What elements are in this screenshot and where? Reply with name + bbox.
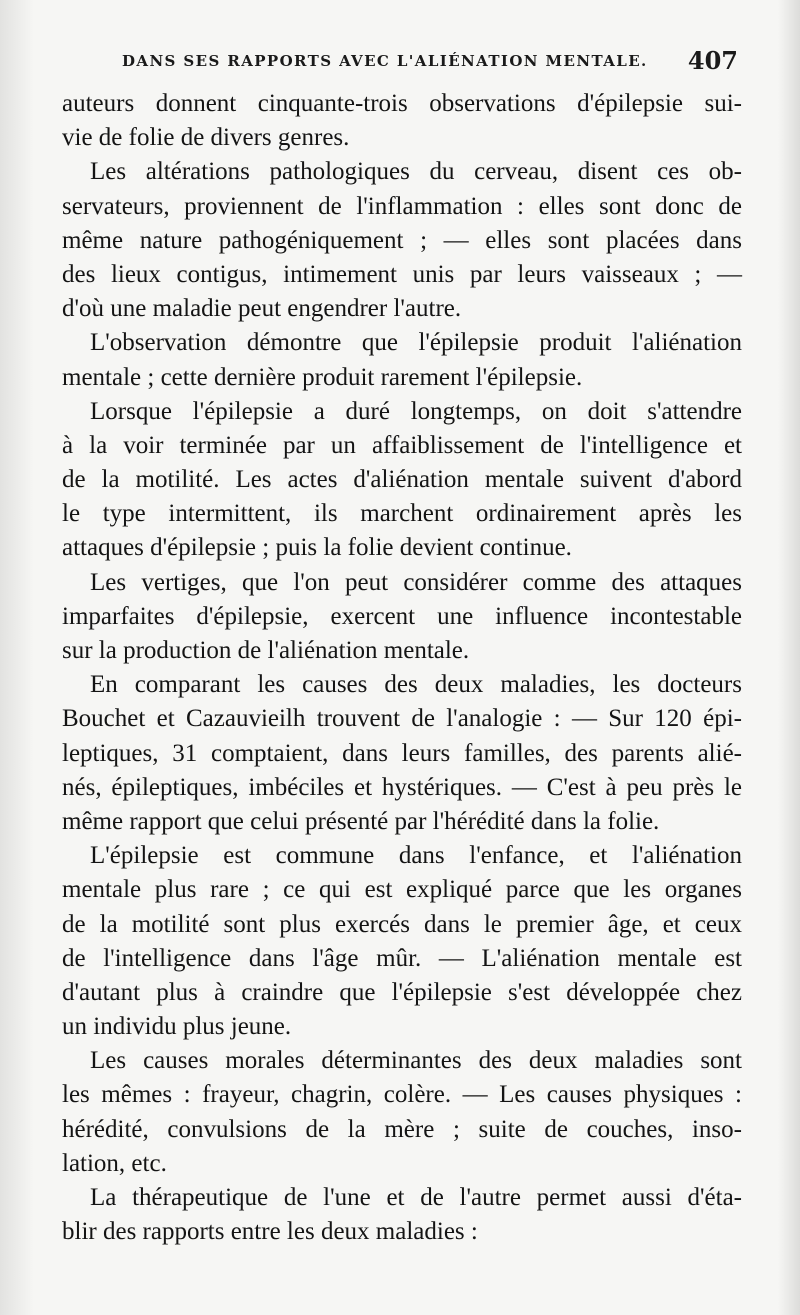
text-line: En comparant les causes des deux maladies, les docteurs (90, 671, 742, 699)
text-line: mentale ; cette dernière produit rarement l'épilepsie. (62, 363, 583, 391)
text-line: le type intermittent, ils marchent ordinairement après les (62, 500, 742, 528)
text-line: hérédité, convulsions de la mère ; suite de couches, inso- (62, 1115, 742, 1143)
text-line: auteurs donnent cinquante-trois observations d'épilepsie sui- (62, 90, 742, 117)
text-line: Les vertiges, que l'on peut considérer comme des attaques (90, 568, 742, 596)
text-line: de la motilité sont plus exercés dans le premier âge, et ceux (62, 910, 742, 938)
text-line: d'où une maladie peut engendrer l'autre. (62, 295, 462, 323)
text-line: à la voir terminée par un affaiblissement de l'intelligence et (62, 431, 742, 459)
text-line: nés, épileptiques, imbéciles et hystériques. — C'est à peu près le (62, 773, 742, 801)
text-line: mentale plus rare ; ce qui est expliqué parce que les organes (62, 876, 742, 904)
text-line: lation, etc. (62, 1149, 167, 1177)
text-line: Lorsque l'épilepsie a duré longtemps, on doit s'attendre (90, 397, 742, 425)
text-line: de la motilité. Les actes d'aliénation mentale suivent d'abord (62, 466, 742, 494)
text-line: même nature pathogéniquement ; — elles sont placées dans (62, 226, 742, 254)
text-line: L'épilepsie est commune dans l'enfance, et l'aliénation (90, 842, 742, 870)
page-number: 407 (687, 46, 738, 75)
text-line: imparfaites d'épilepsie, exercent une influence incontestable (62, 602, 742, 630)
text-line: servateurs, proviennent de l'inflammation : elles sont donc de (62, 192, 742, 220)
text-line: de l'intelligence dans l'âge mûr. — L'aliénation mentale est (62, 944, 742, 972)
text-line: les mêmes : frayeur, chagrin, colère. — Les causes physiques : (62, 1081, 742, 1109)
text-line: vie de folie de divers genres. (62, 124, 350, 152)
text-line: La thérapeutique de l'une et de l'autre permet aussi d'éta- (90, 1184, 742, 1211)
body-text (62, 87, 742, 1249)
text-line: d'autant plus à craindre que l'épilepsie s'est développée chez (62, 978, 742, 1006)
text-line: un individu plus jeune. (62, 1013, 292, 1041)
text-line: Les altérations pathologiques du cerveau, disent ces ob- (90, 158, 742, 186)
text-line: Bouchet et Cazauvieilh trouvent de l'analogie : — Sur 120 épi- (62, 705, 742, 733)
text-line: L'observation démontre que l'épilepsie produit l'aliénation (90, 329, 742, 357)
text-line: des lieux contigus, intimement unis par leurs vaisseaux ; — (62, 260, 742, 288)
text-line: blir des rapports entre les deux maladies : (62, 1218, 478, 1246)
running-head (62, 46, 740, 78)
text-line: sur la production de l'aliénation mentale. (62, 637, 470, 664)
text-line: Les causes morales déterminantes des deux maladies sont (90, 1047, 742, 1075)
running-title: DANS SES RAPPORTS AVEC L'ALIÉNATION MENTALE. (122, 52, 648, 70)
text-line: leptiques, 31 comptaient, dans leurs familles, des parents alié- (62, 739, 742, 767)
text-line: attaques d'épilepsie ; puis la folie devient continue. (62, 534, 572, 562)
text-line: même rapport que celui présenté par l'hérédité dans la folie. (62, 807, 660, 835)
